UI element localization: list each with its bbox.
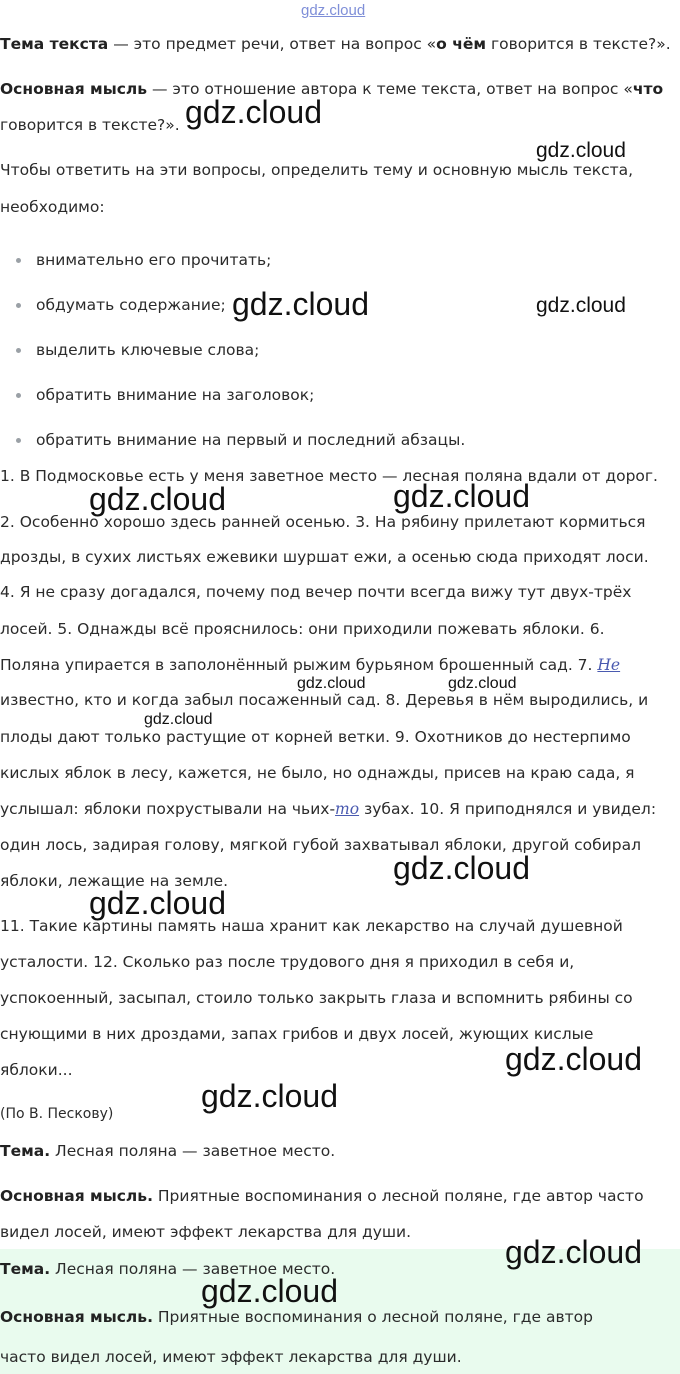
watermark: gdz.cloud [393,478,530,514]
watermark: gdz.cloud [89,481,226,517]
watermark: gdz.cloud [536,294,626,317]
source-attribution: (По В. Пескову) [0,1106,114,1122]
text-line: 1. В Подмосковье есть у меня заветное место — лесная поляна вдали от дорог. [0,467,658,485]
instruction-line-2: необходимо: [0,198,105,216]
watermark: gdz.cloud [201,1273,338,1309]
watermark: gdz.cloud [232,286,369,322]
definition-theme: Тема текста — это предмет речи, ответ на вопрос «о чём говорится в тексте?». [0,35,671,53]
list-item: обратить внимание на первый и последний абзацы. [36,431,466,449]
list-item: обдумать содержание; [36,296,226,314]
watermark: gdz.cloud [536,139,626,162]
definition-main-idea-cont: говорится в тексте?». [0,116,180,134]
instruction-line-1: Чтобы ответить на эти вопросы, определить тему и основную мысль текста, [0,161,634,179]
watermark: gdz.cloud [89,885,226,921]
bullet-dot [16,258,21,263]
text-line: услышал: яблоки похрустывали на чьих-то зубах. 10. Я приподнялся и увидел: [0,800,657,818]
text-line: 4. Я не сразу догадался, почему под вечер почти всегда вижу тут двух-трёх [0,583,632,601]
answer-main-idea: Основная мысль. Приятные воспоминания о лесной поляне, где автор часто [0,1187,644,1205]
watermark: gdz.cloud [297,675,366,692]
top-watermark-link[interactable]: gdz.cloud [301,2,366,19]
text-line: дрозды, в сухих листьях ежевики шуршат ежи, а осенью сюда приходят лоси. [0,548,649,566]
bullet-dot [16,393,21,398]
watermark: gdz.cloud [448,675,517,692]
text-line: яблоки... [0,1061,73,1079]
text-line: плоды дают только растущие от корней ветки. 9. Охотников до нестерпимо [0,728,631,746]
definition-main-idea: Основная мысль — это отношение автора к теме текста, ответ на вопрос «что [0,80,664,98]
watermark: gdz.cloud [505,1234,642,1270]
text-line: 2. Особенно хорошо здесь ранней осенью. 3. На рябину прилетают кормиться [0,513,646,531]
list-item: обратить внимание на заголовок; [36,386,315,404]
highlight-answer-theme: Тема. Лесная поляна — заветное место. [0,1260,336,1278]
text-line: известно, кто и когда забыл посаженный сад. 8. Деревья в нём выродились, и [0,691,649,709]
text-line: один лось, задирая голову, мягкой губой захватывал яблоки, другой собирал [0,836,641,854]
bullet-dot [16,303,21,308]
answer-theme: Тема. Лесная поляна — заветное место. [0,1142,336,1160]
watermark: gdz.cloud [144,711,213,728]
text-line: кислых яблок в лесу, кажется, не было, но однажды, присев на краю сада, я [0,764,635,782]
text-line: снующими в них дроздами, запах грибов и двух лосей, жующих кислые [0,1025,594,1043]
watermark: gdz.cloud [505,1041,642,1077]
text-line: усталости. 12. Сколько раз после трудового дня я приходил в себя и, [0,953,575,971]
highlight-answer-main-idea-cont: часто видел лосей, имеют эффект лекарства для души. [0,1348,462,1366]
watermark: gdz.cloud [185,94,322,130]
text-line: 11. Такие картины память наша хранит как лекарство на случай душевной [0,917,623,935]
list-item: выделить ключевые слова; [36,341,260,359]
text-line: лосей. 5. Однажды всё прояснилось: они приходили пожевать яблоки. 6. [0,620,605,638]
list-item: внимательно его прочитать; [36,251,272,269]
text-line: яблоки, лежащие на земле. [0,872,229,890]
bullet-dot [16,438,21,443]
text-line: успокоенный, засыпал, стоило только закрыть глаза и вспомнить рябины со [0,989,633,1007]
answer-main-idea-cont: видел лосей, имеют эффект лекарства для души. [0,1223,412,1241]
text-line: Поляна упирается в заполонённый рыжим бурьяном брошенный сад. 7. Не [0,656,621,674]
bullet-dot [16,348,21,353]
highlight-answer-main-idea: Основная мысль. Приятные воспоминания о лесной поляне, где автор [0,1308,593,1326]
watermark: gdz.cloud [393,850,530,886]
watermark: gdz.cloud [201,1078,338,1114]
